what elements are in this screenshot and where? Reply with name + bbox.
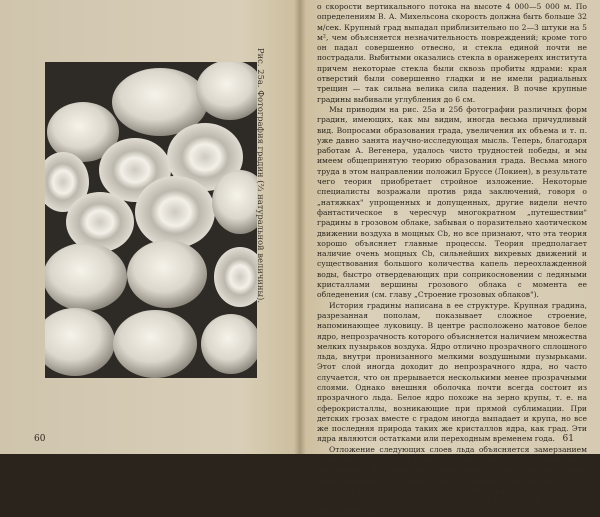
paragraph: Мы приводим на рис. 25а и 25б фотографии различных форм градин, имеющих, как мы видим, иногда весьма причудливый вид. Вопросами образования града, увеличения их объема и т. п. уже давно занята научно-исследующая мысль. Теперь, благодаря работам А. Вегенера, удалось чисто трудностей победы, и мы имеем общепринятую теорию образования града. Весьма много труда в этом направлении положил Бруссе (Локиен), в результате чего теория приобретает стройное изложение. Некоторые специалисты возражали против ряда заключений, говоря о „натяжках" упрощенных и допущенных, другие видели нечто фантастическое в чересчур многократном „путешествии" градины в грозовом облаке, забывая о поразительно хаотическом движении воздуха в мощных Cb, но все признают, что эта теория хорошо объясняет главные процессы. Теория предполагает наличие очень мощных Cb, сильнейших вихревых движений и существования большого количества капель переохлажденной воды, быстро отвердевающих при соприкосновении с ледяными кристаллами вершины грозового облака с момента ее обледенения (см. главу „Строение грозовых облаков").	[317, 104, 587, 300]
left-page-number: 60	[34, 434, 46, 444]
right-page-number: 61	[562, 434, 574, 444]
right-page	[303, 0, 600, 516]
hailstones-image	[45, 62, 257, 378]
figure-caption: Рис. 25а. Фотография градин (⅔ натуральной величины).	[256, 48, 266, 304]
paragraph: о скорости вертикального потока на высоте 4 000—5 000 м. По определениям В. А. Михельсона скорость должна быть больше 32 м/сек. Крупный град выпадал приблизительно по 2—3 штуки на 5 м², чем объясняется незначительность повреждений; кроме того он падал совершенно отвесно, и стекла единой почти не пострадали. Выбитыми оказались стекла в оранжереях института причем некоторые стекла были сквозь пробиты ядрами: края отверстий были совершенно гладки и не имели радиальных трещин — так сильна велика сила падения. В почве крупные градины выбивали углубления до 6 см.	[317, 2, 587, 104]
hailstones-photo	[45, 62, 257, 378]
paragraph: Отложение следующих слоев льда объясняется замерзанием воды вокруг ядра, а степень их прозрачности обусловливается различием в скорости замерзания: чем быстрее идет замораживание, тем белее и непрозрачнее будет получающийся лед. Скорость замерзания зависит от температуры воды. Принято считать, что замерзание происходит при 0°, но в свободной атмосфере это	[317, 444, 587, 516]
left-page	[0, 0, 297, 454]
body-text	[317, 2, 587, 517]
hailstone-shapes	[45, 62, 257, 378]
paragraph: История градины написана в ее структуре. Крупная градина, разрезанная пополам, показывает сложное строение, напоминающее луковицу. В центре расположено матовое белое ядро, непрозрачность которого объясняется наличием множества мелких пузырьков воздуха. Ядро отлично прозрачного сплошного льда, внутри пронизанного мелкими воздушными пузырьками. Этот слой иногда доходит до непрозрачного ядра, но часто случается, что он прерывается несколькими менее прозрачными слоями. Однако внешняя оболочка почти всегда состоит из прозрачного льда. Белое ядро похоже на зерно крупы, т. е. на сферокристаллы, возникающие при прямой сублимации. При детских грозах вместе с градом иногда выпадает и крупа, но все же последняя природа таких же кристаллов ядра, как град. Эти ядра являются остатками или переходным временем года.	[317, 300, 587, 444]
